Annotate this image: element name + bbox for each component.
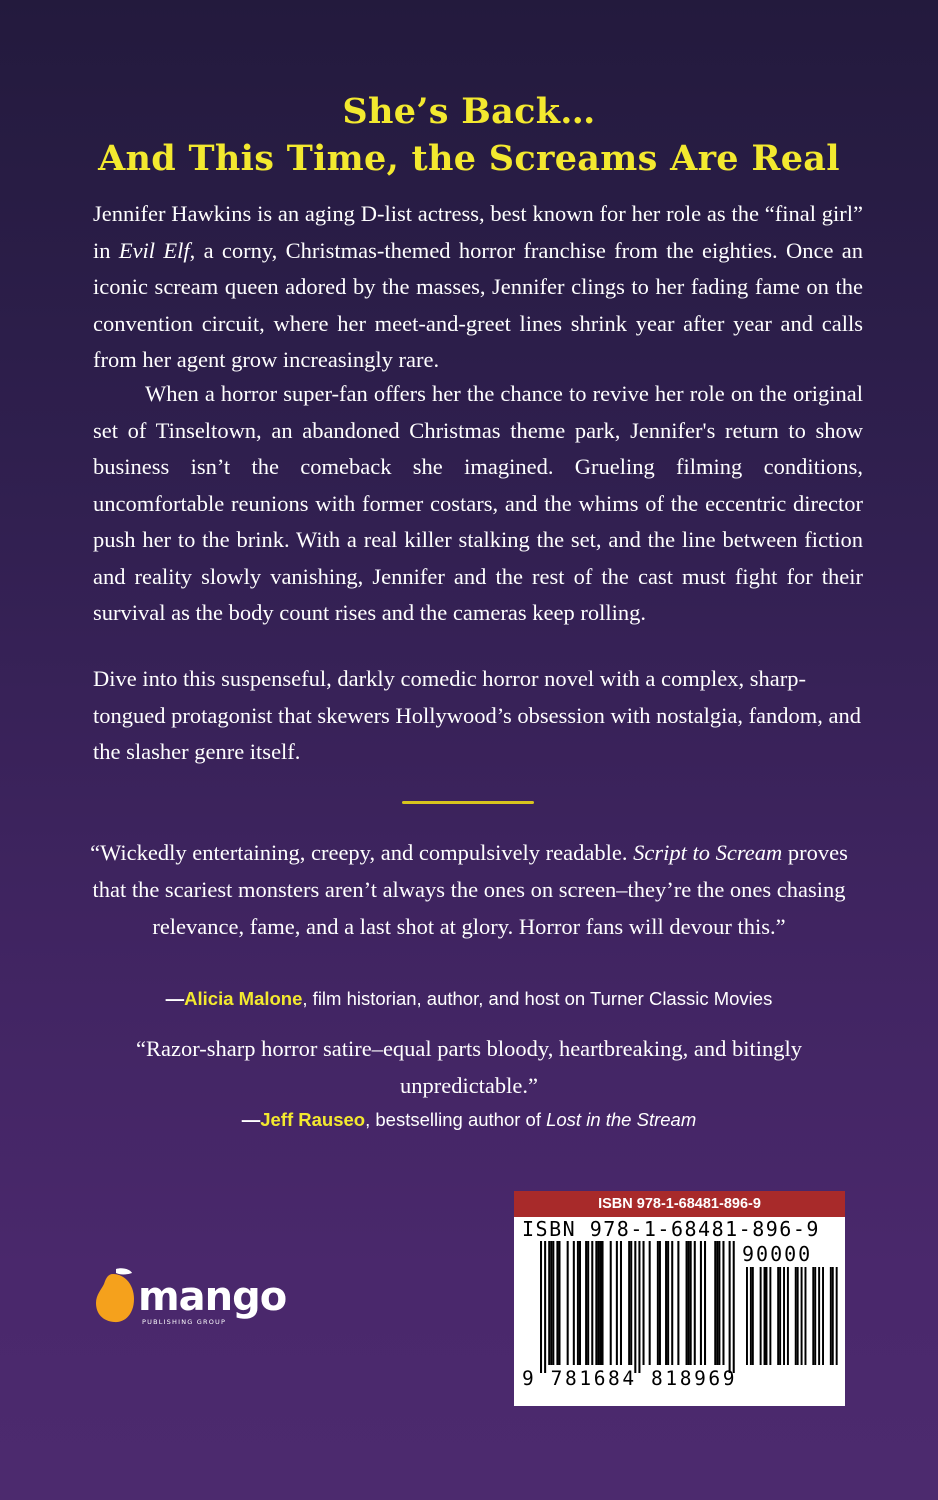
addon-bar [764, 1267, 766, 1365]
barcode-bar [671, 1241, 673, 1365]
barcode-bar [585, 1241, 587, 1365]
barcode-bar [550, 1241, 552, 1365]
barcode-bar [657, 1241, 659, 1365]
reviewer-book-title: Lost in the Stream [546, 1109, 697, 1130]
barcode-bar [659, 1241, 661, 1365]
barcode-bar [649, 1241, 651, 1365]
barcode-bar [733, 1241, 735, 1373]
mango-leaf [116, 1268, 132, 1274]
barcode-bar [667, 1241, 669, 1365]
blurb-text: , a corny, Christmas-themed horror franchise from the eighties. Once an iconic scream queen adored by the masses, Jennifer clings to her fading fame on the convention circuit, where her meet-and-greet lines shrink year after year and calls from her agent grow increasingly rare. [93, 237, 863, 372]
barcode-bar [544, 1241, 546, 1373]
barcode-bar [690, 1241, 692, 1365]
barcode-bar [591, 1241, 593, 1365]
barcode-bar [597, 1241, 599, 1365]
blurb-paragraph-3: Dive into this suspenseful, darkly comedic horror novel with a complex, sharp-tongued protagonist that skewers Hollywood’s obsession with nostalgia, fandom, and the slasher genre itself. [93, 666, 862, 764]
addon-bar [814, 1267, 816, 1365]
review-quote-2: “Razor-sharp horror satire–equal parts bloody, heartbreaking, and bitingly unpredictable.” [136, 1036, 802, 1098]
isbn-header: ISBN 978-1-68481-896-9 [514, 1191, 845, 1217]
barcode-bar [587, 1241, 589, 1365]
addon-bar [805, 1267, 807, 1365]
addon-bar [801, 1267, 803, 1365]
barcode-bar [620, 1241, 622, 1365]
barcode-bar [638, 1241, 640, 1373]
addon-bar [812, 1267, 814, 1365]
barcode-bar [602, 1241, 604, 1365]
review-attribution-1 [0, 986, 938, 1012]
barcode-bar [552, 1241, 554, 1365]
barcode-bar [722, 1241, 724, 1365]
publisher-name: mango [138, 1274, 287, 1320]
addon-bar [760, 1267, 762, 1365]
addon-bar [769, 1267, 771, 1365]
quote-text: proves that the scariest monsters aren’t always the ones on screen–they’re the ones chasing relevance, fame, and a last shot at glory. Horror fans will devour this.” [92, 840, 848, 939]
headline-line-1: She’s Back… [342, 91, 596, 132]
quote-text: “Wickedly entertaining, creepy, and compulsively readable. [90, 840, 634, 865]
barcode-bar [700, 1241, 702, 1365]
reviewer-name: Alicia Malone [184, 988, 303, 1009]
addon-bar [795, 1267, 797, 1365]
addon-bar [746, 1267, 748, 1365]
attribution-dash: — [165, 988, 185, 1009]
barcode-bar [643, 1241, 645, 1365]
blurb-book-title: Evil Elf [118, 237, 190, 263]
barcode-bar [729, 1241, 731, 1373]
addon-bar [777, 1267, 779, 1365]
barcode-bar [716, 1241, 718, 1365]
barcode-bar [634, 1241, 636, 1373]
barcode-bar [718, 1241, 720, 1365]
reviewer-name: Jeff Rauseo [260, 1109, 366, 1130]
barcode-bar [573, 1241, 575, 1365]
barcode-bar [548, 1241, 550, 1365]
addon-bar [779, 1267, 781, 1365]
publisher-subtitle: PUBLISHING GROUP [142, 1318, 227, 1326]
price-addon-digits: 90000 [742, 1242, 813, 1266]
review-quote-1 [75, 834, 863, 945]
blurb-paragraph-2: When a horror super-fan offers her the chance to revive her role on the original set of Tinseltown, an abandoned Christmas theme park, Jennifer's return to show business isn’t the comeback she imagined. Grueling filming conditions, uncomfortable reunions with former costars, and the whims of the eccentric director push her to the brink. With a real killer stalking the set, and the line between fiction and reality slowly vanishing, Jennifer and the rest of the cast must fight for their survival as the body count rises and the cameras keep rolling. [93, 381, 863, 625]
mango-body [96, 1274, 134, 1322]
reviewer-description: , film historian, author, and host on Turner Classic Movies [302, 988, 773, 1009]
blurb-paragraph-1 [93, 196, 863, 379]
addon-bar [787, 1267, 789, 1365]
addon-bar [822, 1267, 824, 1365]
barcode-bar [677, 1241, 679, 1365]
addon-bar [766, 1267, 768, 1365]
barcode-bar [579, 1241, 581, 1365]
attribution-dash: — [241, 1109, 261, 1130]
barcode-bar [714, 1241, 716, 1365]
barcode-bar [595, 1241, 597, 1365]
barcode-bar [630, 1241, 632, 1365]
addon-bar [752, 1267, 754, 1365]
barcode-bar [704, 1241, 706, 1365]
barcode-bar [688, 1241, 690, 1365]
barcode-bar [558, 1241, 560, 1365]
publisher-logo [92, 1265, 292, 1335]
barcode-bar [599, 1241, 601, 1365]
section-divider [402, 801, 534, 804]
mango-fruit-icon [92, 1265, 140, 1335]
barcode-bar [628, 1241, 630, 1365]
isbn-barcode [514, 1191, 845, 1406]
barcode-bar [567, 1241, 569, 1365]
barcode-bar [616, 1241, 618, 1365]
barcode-bar [540, 1241, 542, 1373]
addon-bar [797, 1267, 799, 1365]
addon-bar [830, 1267, 832, 1365]
barcode-digits: 9 781684 818969 [522, 1367, 738, 1390]
addon-bar [832, 1267, 834, 1365]
headline-line-2: And This Time, the Screams Are Real [98, 138, 840, 179]
blurb-text: Jennifer Hawkins is an aging D-list actress, best known for her role as the “final girl” in [93, 201, 863, 263]
reviewer-description: , bestselling author of [365, 1109, 547, 1130]
addon-bar [750, 1267, 752, 1365]
barcode-bar [665, 1241, 667, 1365]
barcode-bar [694, 1241, 696, 1365]
quote-book-title: Script to Scream [633, 840, 783, 865]
barcode-bar [610, 1241, 612, 1365]
addon-bar [783, 1267, 785, 1365]
addon-bar [818, 1267, 820, 1365]
barcode-bar [577, 1241, 579, 1365]
review-attribution-2 [0, 1107, 938, 1133]
addon-bar [836, 1267, 838, 1365]
isbn-text-line: ISBN 978-1-68481-896-9 [522, 1217, 820, 1241]
barcode-bar [686, 1241, 688, 1365]
barcode-bar [556, 1241, 558, 1365]
